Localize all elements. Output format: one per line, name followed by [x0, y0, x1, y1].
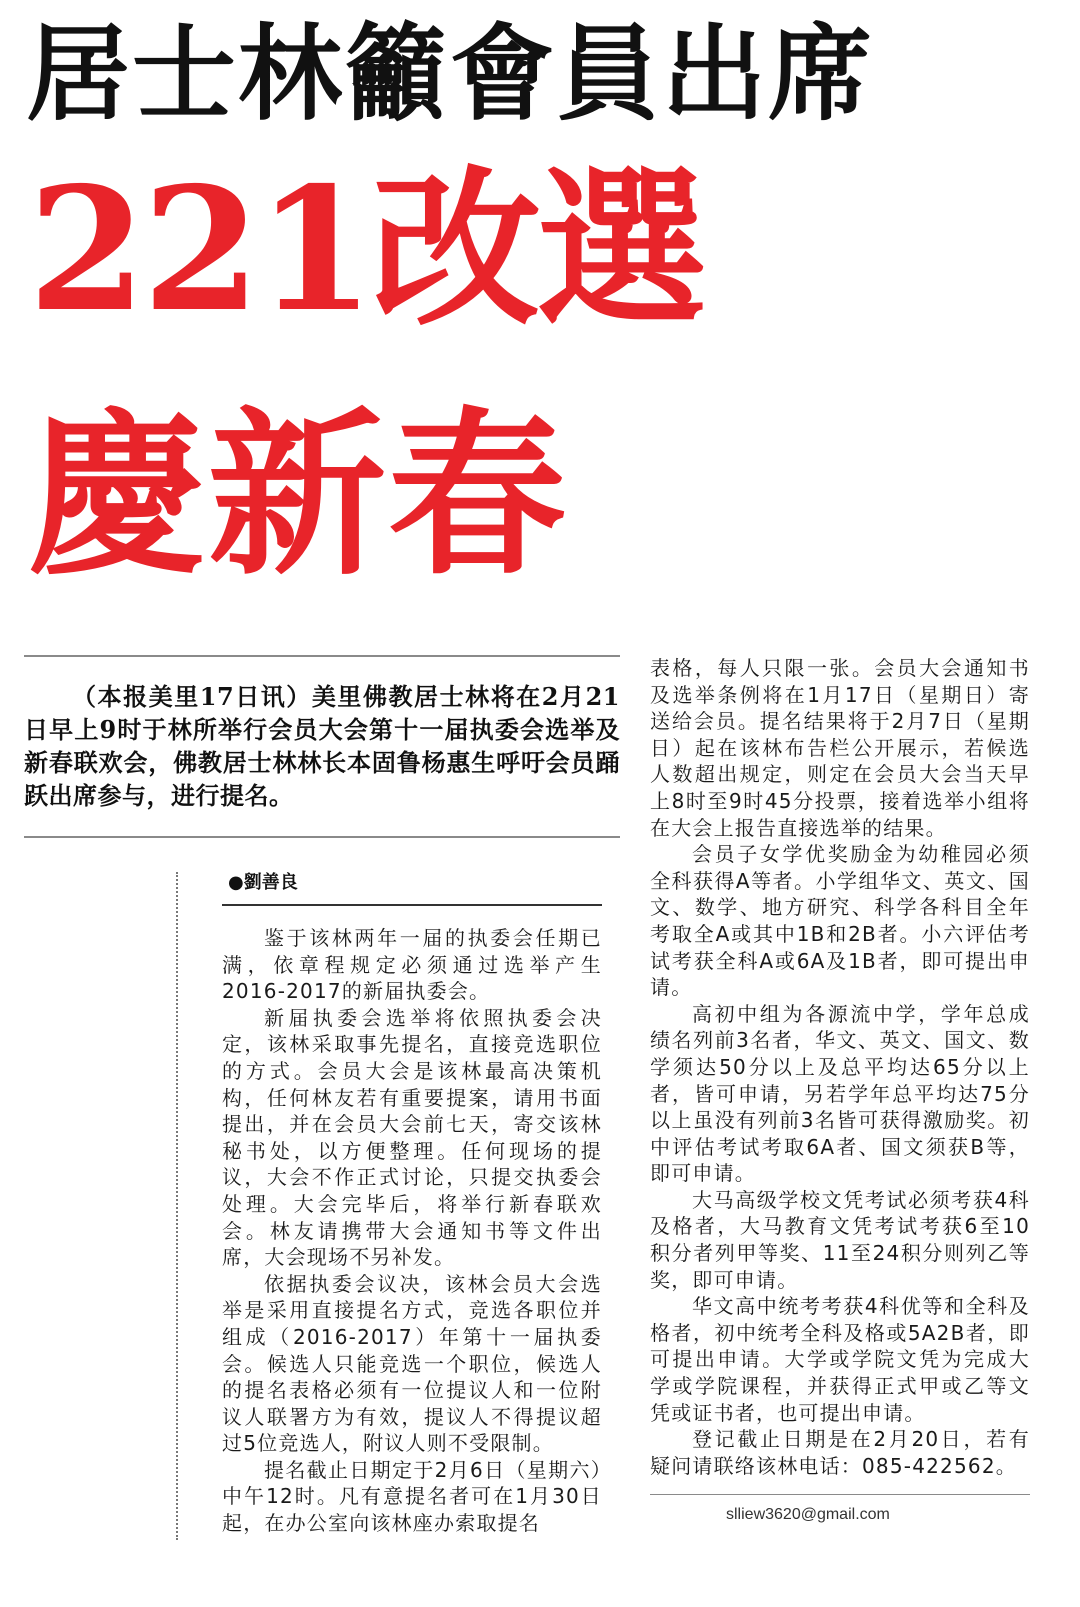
column-divider: [176, 872, 178, 1540]
paragraph: 大马高级学校文凭考试必须考获4科及格者，大马教育文凭考试考获6至10积分者列甲等奖、11至24积分则列乙等奖，即可申请。: [650, 1187, 1030, 1292]
paragraph: 会员子女学优奖励金为幼稚园必须全科获得A等者。小学组华文、英文、国文、数学、地方研究、科学各科目全年考取全A或其中1B和2B者。小六评估考试考获全科A或6A及1B者，即可提出申请。: [650, 842, 1030, 1000]
paragraph: 新届执委会选举将依照执委会决定，该林采取事先提名，直接竞选职位的方式。会员大会是该林最高决策机构，任何林友若有重要提案，请用书面提出，并在会员大会前七天，寄交该林秘书处，以方便整理。任何现场的提议，大会不作正式讨论，只提交执委会处理。大会完毕后，将举行新春联欢会。林友请携带大会通知书等文件出席，大会现场不另补发。: [222, 1005, 602, 1270]
headline-line-1: 居士林籲會員出席: [26, 13, 875, 135]
lead-top-rule: [24, 655, 620, 657]
paragraph: 鉴于该林两年一届的执委会任期已满，依章程规定必须通过选举产生2016-2017的新届执委会。: [222, 926, 602, 1004]
paragraph: 表格，每人只限一张。会员大会通知书及选举条例将在1月17日（星期日）寄送给会员。提名结果将于2月7日（星期日）起在该林布告栏公开展示，若候选人数超出规定，则定在会员大会当天早上8时至9时45分投票，接着选举小组将在大会上报告直接选举的结果。: [650, 656, 1030, 840]
paragraph: 依据执委会议决，该林会员大会选举是采用直接提名方式，竞选各职位并组成（2016-2017）年第十一届执委会。候选人只能竞选一个职位，候选人的提名表格必须有一位提议人和一位附议人联署方为有效，提议人不得提议超过5位竞选人，附议人则不受限制。: [222, 1271, 602, 1456]
lead-paragraph: （本报美里17日讯）美里佛教居士林将在2月21日早上9时于林所举行会员大会第十一届执委会选举及新春联欢会，佛教居士林林长本固鲁杨惠生呼吁会员踊跃出席参与，进行提名。: [24, 682, 620, 810]
footer-rule: [650, 1494, 1030, 1495]
byline: ●劉善良: [228, 872, 298, 893]
article-column-2: [650, 655, 1030, 1479]
author-email: slliew3620@gmail.com: [726, 1506, 890, 1523]
byline-rule: [222, 904, 602, 906]
headline-line-3: 慶新春: [28, 390, 568, 599]
headline-line-2: 221改選: [28, 150, 703, 350]
article-column-1: [222, 925, 602, 1537]
paragraph: 高初中组为各源流中学，学年总成绩名列前3名者，华文、英文、国文、数学须达50分以上及总平均达65分以上者，皆可申请，另若学年总平均达75分以上虽没有列前3名皆可获得激励奖。初中评估考试考取6A者、国文须获B等，即可申请。: [650, 1001, 1030, 1186]
paragraph: 提名截止日期定于2月6日（星期六）中午12时。凡有意提名者可在1月30日起，在办公室向该林座办索取提名: [222, 1457, 602, 1536]
paragraph: 华文高中统考考获4科优等和全科及格者，初中统考全科及格或5A2B者，即可提出申请。大学或学院文凭为完成大学或学院课程，并获得正式甲或乙等文凭或证书者，也可提出申请。: [650, 1294, 1030, 1425]
lead-bottom-rule: [24, 836, 620, 838]
paragraph: 登记截止日期是在2月20日，若有疑问请联络该林电话：085-422562。: [650, 1427, 1030, 1478]
